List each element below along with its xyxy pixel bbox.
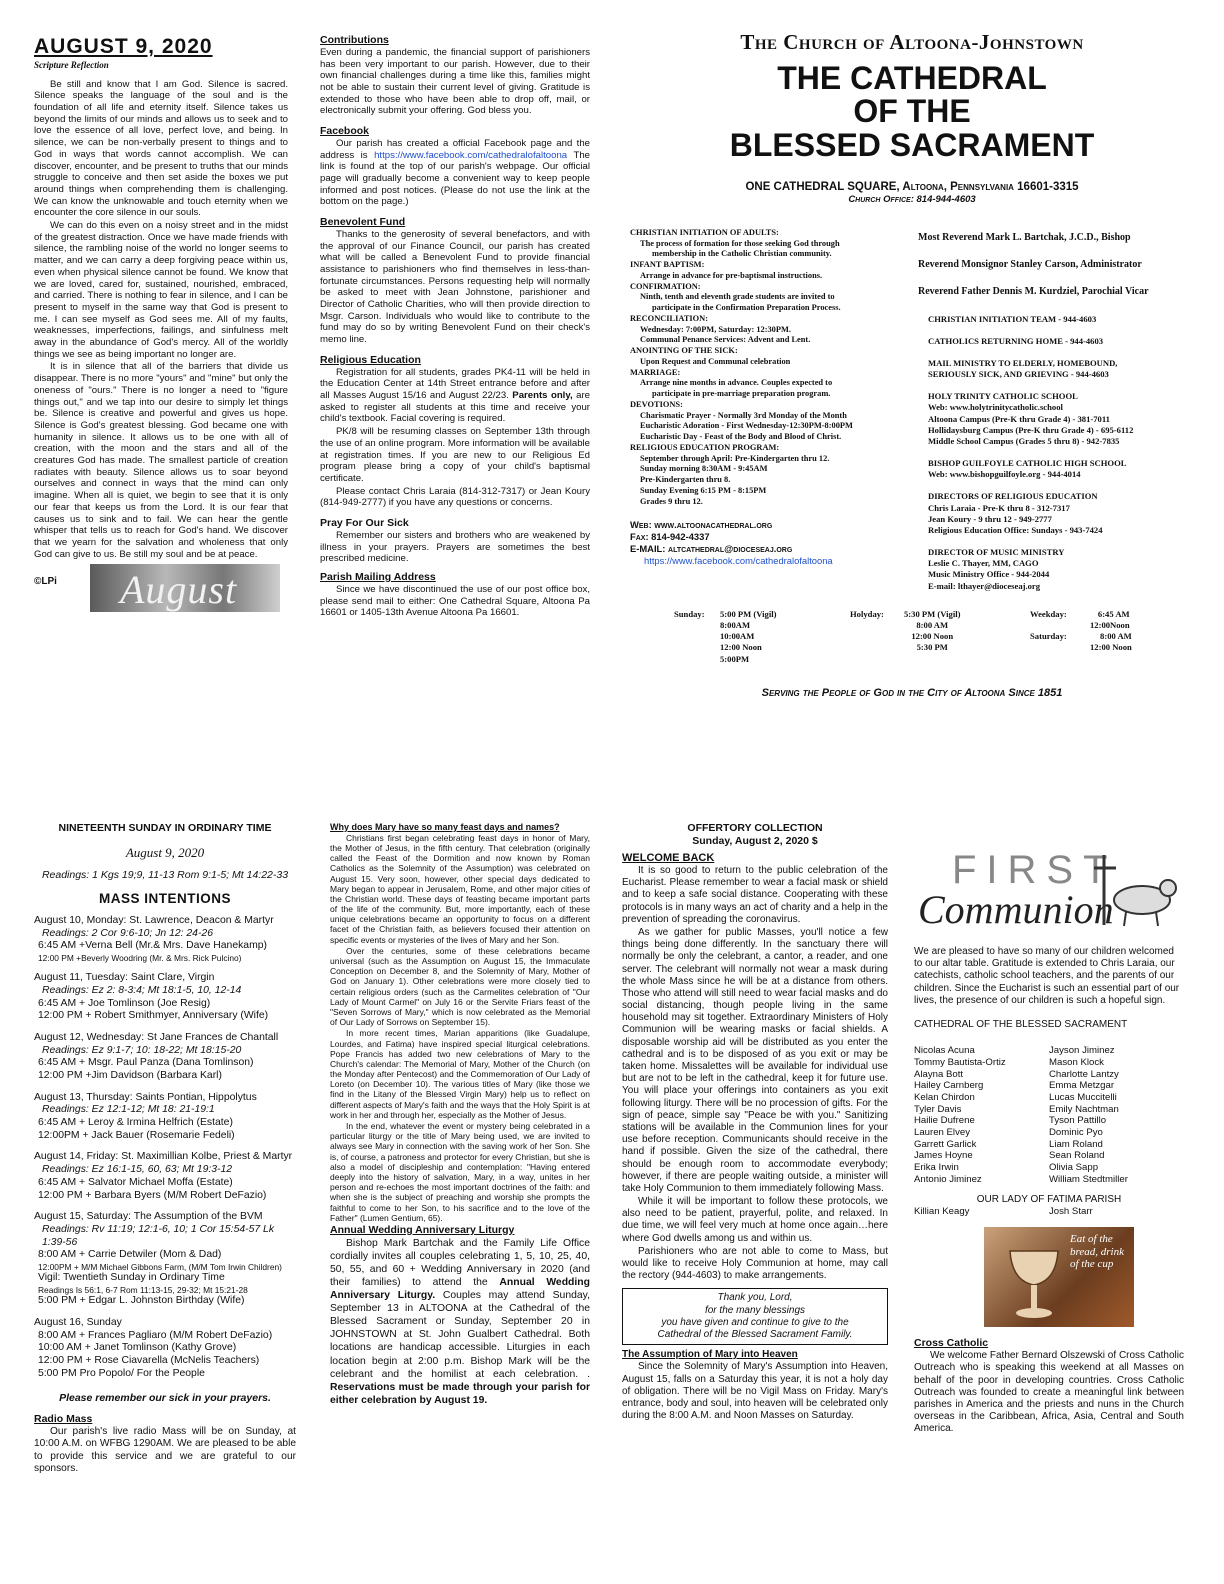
pray-for-sick-heading: Pray For Our Sick xyxy=(320,517,409,530)
intention-day xyxy=(34,1032,296,1083)
intention-day-title: August 12, Wednesday: St Jane Frances de Chantall xyxy=(34,1031,279,1043)
thank-you-line: Thank you, Lord, xyxy=(717,1292,793,1304)
ministry-entry xyxy=(918,458,1194,480)
thank-you-line: you have given and continue to give to the xyxy=(661,1316,849,1328)
first-communion-column xyxy=(914,846,1184,1437)
mailing-address-heading: Parish Mailing Address xyxy=(320,571,436,583)
sunday-times xyxy=(720,609,776,665)
website[interactable]: Web: www.altoonacathedral.org xyxy=(630,519,773,531)
email[interactable]: E-MAIL: altcathedral@dioceseaj.org xyxy=(630,542,793,554)
intention-line: 12:00PM + Jack Bauer (Rosemarie Fedeli) xyxy=(38,1129,235,1141)
sacrament-title: RELIGIOUS EDUCATION PROGRAM: xyxy=(630,442,780,452)
ministry-line: HOLY TRINITY CATHOLIC SCHOOL xyxy=(928,391,1078,402)
mass-time: 8:00AM xyxy=(720,619,751,630)
clergy-name: Most Reverend Mark L. Bartchak, J.C.D., Bishop xyxy=(918,231,1131,243)
mary-feast-text: Christians first began celebrating feast days in honor of Mary, the Mother of Jesus, in the fifth century. That celebration (originally called the Feast of the Dormition and now known by Roman Catholics as the Solemnity of the Assumption) was celebrated on August 15. Very soon, however, other special days dedicated to Mary began to appear in Jerusalem, Rome, and other major cities of the Christian world. These days of feasting became important parts of the life of the community. But, more importantly, each of these unique celebrations became an opportunity to focus on a different facet of the Christian faith, as believers focused their attention on specific events or mysteries of the lives of Mary and her Son. xyxy=(330,832,590,945)
thank-you-line: Cathedral of the Blessed Sacrament Family. xyxy=(657,1328,853,1340)
communicant-names xyxy=(914,1045,1184,1185)
ministry-line: Web: www.bishopguilfoyle.org - 944-4014 xyxy=(928,469,1081,480)
pray-for-sick-text: Remember our sisters and brothers who are weakened by illness in your prayers. Prayers are sometimes the best prescribed medicine. xyxy=(320,529,590,565)
reflection-paragraph: We can do this even on a noisy street and in the midst of the greatest distraction. Once we have made friends with silence, the rambling noise of the world no longer seems to matter, and we can carry a deep forgiving peace within us, even when physical silence cannot be found. We know that we are loved, cared for, sustained, nourished, embraced, and carried. There is nothing to fear in silence, and I can be present to myself in the same way that God is present to me. I can see myself as God sees me. All of my faults, weaknesses, imperfections, failings, and sinfulness melt away in the abundance of God's mercy. All of the worldly things we see as being important no longer are. xyxy=(34,220,288,360)
contributions-text: Even during a pandemic, the financial support of parishioners has been very important to our parish. However, due to their own financial challenges during a time like this, families might not be able to sustain their current level of giving. Gratitude is extended to those who have been able to drop off, mail, or electronically submit your offering. God bless you. xyxy=(320,46,590,117)
welcome-back-text-4: Parishioners who are not able to come to Mass, but would like to receive Holy Communion at home, may call the rectory (944-4603) to make arrangements. xyxy=(622,1245,888,1282)
religious-education-heading: Religious Education xyxy=(320,353,421,366)
intention-line: 6:45 AM + Leroy & Irmina Helfrich (Estate) xyxy=(38,1117,233,1129)
logo-first: FIRST xyxy=(952,848,1118,892)
sacrament-title: MARRIAGE: xyxy=(630,367,681,377)
ministry-line: Religious Education Office: Sundays - 943-7424 xyxy=(928,524,1103,535)
cathedral-title: THE CATHEDRAL OF THE BLESSED SACRAMENT xyxy=(729,59,1095,163)
mass-time: 8:00 AM xyxy=(1100,631,1132,642)
communicant-name: Hailey Carnberg xyxy=(914,1080,984,1092)
religious-education-text: Registration for all students, grades PK4-11 will be held in the Education Center at 14th Street entrance before and after all Masses August 15/16 and August 22/23. Parents only, are asked to register all students at this time and receive your child's textbook. Facial covering is required. xyxy=(320,366,590,425)
sacrament-title: RECONCILIATION: xyxy=(630,313,709,323)
ministry-line: DIRECTOR OF MUSIC MINISTRY xyxy=(928,547,1065,558)
intention-day-title: August 13, Thursday: Saints Pontian, Hippolytus xyxy=(34,1091,257,1103)
august-image-text: August xyxy=(120,567,238,613)
fax: Fax: 814-942-4337 xyxy=(630,531,710,543)
cross-catholic-text: We welcome Father Bernard Olszewski of Cross Catholic Outreach who is speaking this weekend at all Masses on behalf of the poor in developing countries. Cross Catholic Outreach was founded to create a meaningful link between parishes in America and the priests and nuns in the Church overseas in the Caribbean, Africa, Asia, Central and South America. xyxy=(914,1350,1184,1435)
anniversary-text: Bishop Mark Bartchak and the Family Life Office cordially invites all couples celebrating 1, 5, 10, 25, 40, 50, 55, and 60 + Wedding Anniversary in 2020 (and their families) to attend the Annual Wedding Anniversary Liturgy. Couples may attend Sunday, September 13 in ALTOONA at the Cathedral of the Blessed Sacrament or Sunday, September 20 in JOHNSTOWN at St. John Gualbert Cathedral. Both locations are handicap accessible. Liturgies in each location begin at 2:00 p.m. Bishop Mark will be the celebrant and the homilist at each celebration. . Reservations must be made through your parish for either celebration by August 19. xyxy=(330,1237,590,1406)
holyday-label: Holyday: xyxy=(850,608,884,619)
ministry-entry xyxy=(918,358,1194,380)
communicant-name: Alayna Bott xyxy=(914,1068,964,1080)
intention-line: 12:00 PM + Barbara Byers (M/M Robert DeFazio) xyxy=(38,1189,267,1201)
intention-readings: Readings: Ez 12:1-12; Mt 18: 21-19:1 xyxy=(42,1104,215,1116)
mary-feast-text-2: Over the centuries, some of these celebrations became universal (such as the Assumption on August 15, the Immaculate Conception on December 8, and the Solemnity of Mary, Mother of God on January 1). Other celebrations were more closely tied to certain religious orders (such as the Carmelites celebration of "Our Lady of Mount Carmel" on July 16 or the Servite Friars feast of the "Seven Sorrows of Mary," which is now celebrated as the Memorial of Our Lady of Sorrows on September 15). xyxy=(330,945,590,1028)
sacrament-detail: September through April: Pre-Kindergarten thru 12. xyxy=(640,453,830,463)
mass-time: 12:00 Noon xyxy=(720,642,762,653)
benevolent-fund-text: Thanks to the generosity of several benefactors, and with the approval of our Finance Council, our parish has created what will be called a Benevolent Fund to provide financial assistance to parishioners who find themselves in less-than-fortunate circumstances. Persons requesting help will normally be asked to meet with Jean Johnstone, parishioner and Director of Catholic Charities, who will then provide direction to Msgr. Carson. Individuals who would like to contribute to the fund may do so by writing Benevolent Fund on their check's memo line. xyxy=(320,228,590,346)
staff-directory xyxy=(910,228,1194,603)
intention-line: 6:45 AM + Joe Tomlinson (Joe Resig) xyxy=(38,997,211,1009)
thank-you-line: for the many blessings xyxy=(704,1304,806,1316)
communicant-name: Tyson Pattillo xyxy=(1049,1115,1107,1127)
offertory-amount: Sunday, August 2, 2020 $ xyxy=(692,834,818,847)
ministry-line: E-mail: lthayer@dioceseaj.org xyxy=(928,580,1041,591)
mary-feast-text-4: In the end, whatever the event or mystery being celebrated in a particular liturgy or the title of Mary being used, we are invited to always see Mary in connection with the saving work of her Son. She is, of course, a patroness and protector for every Christian, but she is also a model of discipleship and contemplation: "Having entered deeply into the history of salvation, Mary, in a way, unites in her person and re-echoes the most important doctrines of the faith: and when she is the subject of preaching and worship she prompts the faithful to come to her Son, to his sacrifice and to the love of the Father" (Lumen Gentium, 65). xyxy=(330,1121,590,1223)
ministry-line: MAIL MINISTRY TO ELDERLY, HOMEBOUND, xyxy=(928,357,1118,368)
communicant-name: Nicolas Acuna xyxy=(914,1045,975,1057)
mass-time: 12:00 Noon xyxy=(911,631,954,642)
benevolent-fund-heading: Benevolent Fund xyxy=(320,216,406,229)
chalice-image-text: Eat of the bread, drink of the cup xyxy=(1070,1233,1124,1270)
remember-sick: Please remember our sick in your prayers. xyxy=(59,1392,271,1405)
intention-line: 6:45 AM + Salvator Michael Moffa (Estate) xyxy=(38,1176,233,1188)
sunday-title: NINETEENTH SUNDAY IN ORDINARY TIME xyxy=(58,822,272,834)
sacrament-detail: Upon Request and Communal celebration xyxy=(640,356,791,366)
sacrament-detail: The process of formation for those seeking God through xyxy=(640,238,840,248)
intention-day-title: August 16, Sunday xyxy=(34,1316,122,1328)
sacrament-detail: participate in the Confirmation Preparation Process. xyxy=(652,303,841,313)
communicant-name: Jayson Jiminez xyxy=(1049,1045,1115,1057)
communicant-name: Killian Keagy xyxy=(914,1205,970,1217)
reflection-paragraph: Be still and know that I am God. Silence is sacred. Silence speaks the language of the soul and is the foundation of all life and eternity itself. Silence takes us beyond the limits of our minds and allows us to seek and to love the essence of all love, perfect love, and being. In silence, we can be non-verbally present to things and to God in ways that words cannot accomplish. We can discover, encounter, and be present to truths that our minds struggle to conceive and then set aside the boxes we put around things when comprehending them is challenging. We can know the unknowable and touch eternity when we encounter the core silence in our souls. xyxy=(34,78,288,219)
ministry-line: Hollidaysburg Campus (Pre-K thru Grade 4) - 695-6112 xyxy=(928,424,1134,435)
anniversary-heading: Annual Wedding Anniversary Liturgy xyxy=(330,1223,515,1236)
ministry-line: CATHOLICS RETURNING HOME - 944-4603 xyxy=(928,335,1104,346)
facebook-text: Our parish has created a official Facebook page and the address is https://www.facebook.com/cathedralofaltoona The link is found at the top of our parish's webpage. Our official page will gradually become a convenient way to keep people informed and post notices. (Please do not use the link at the bottom on the page.) xyxy=(320,137,590,208)
sacrament-detail: Sunday Evening 6:15 PM - 8:15PM xyxy=(640,485,767,495)
cross-catholic-heading: Cross Catholic xyxy=(914,1337,989,1350)
clergy-name: Reverend Monsignor Stanley Carson, Administrator xyxy=(918,259,1142,271)
reflection-date: AUGUST 9, 2020 xyxy=(34,35,213,58)
intention-day-title: August 10, Monday: St. Lawrence, Deacon & Martyr xyxy=(34,914,274,926)
first-communion-text: We are pleased to have so many of our children welcomed to our altar table. Gratitude is extended to Chris Laraia, our catechists, catholic school teachers, and the parents of our children. Since the Eucharist is such an essential part of our lives, the presence of our children is such a hopeful sign. xyxy=(914,946,1180,1006)
clergy-list xyxy=(918,232,1194,299)
ministry-line: Altoona Campus (Pre-K thru Grade 4) - 381-7011 xyxy=(928,413,1110,424)
radio-mass-text: Our parish's live radio Mass will be on Sunday, at 10:00 A.M. on WFBG 1290AM. We are pleased to be able to provide this service and we are grateful to our sponsors. xyxy=(34,1425,296,1475)
sacrament-title: CHRISTIAN INITIATION OF ADULTS: xyxy=(630,227,779,237)
sacrament-detail: Communal Penance Services: Advent and Lent. xyxy=(640,335,811,345)
religious-education-contact: Please contact Chris Laraia (814-312-7317) or Jean Koury (814-949-2777) if you have any questions or concerns. xyxy=(320,485,590,509)
sunday-readings: Readings: 1 Kgs 19;9, 11-13 Rom 9:1-5; Mt 14:22-33 xyxy=(41,868,289,881)
assumption-heading: The Assumption of Mary into Heaven xyxy=(622,1349,798,1361)
ministry-line: Middle School Campus (Grades 5 thru 8) - 942-7835 xyxy=(928,435,1120,446)
fatima-parish-heading: OUR LADY OF FATIMA PARISH xyxy=(976,1193,1122,1205)
intention-day-title: August 15, Saturday: The Assumption of the BVM xyxy=(34,1211,263,1223)
communicant-name: Olivia Sapp xyxy=(1049,1162,1099,1174)
assumption-text: Since the Solemnity of Mary's Assumption into Heaven, August 15, falls on a Saturday this year, it is not a holy day of obligation. There will be no Vigil Mass on Friday. Mary's entrance, body and soul, into heaven will be celebrated only during the 8:00 A.M. and Noon Masses on Saturday. xyxy=(622,1361,888,1422)
masthead xyxy=(630,30,1194,700)
mass-intentions-heading: MASS INTENTIONS xyxy=(98,891,231,907)
ministry-line: Web: www.holytrinitycatholic.school xyxy=(928,402,1063,413)
mass-intentions-list xyxy=(34,915,296,1380)
sunday-date: August 9, 2020 xyxy=(125,844,205,860)
clergy-name: Reverend Father Dennis M. Kurdziel, Parochial Vicar xyxy=(918,286,1149,298)
cathedral-parish-heading: CATHEDRAL OF THE BLESSED SACRAMENT xyxy=(914,1018,1128,1030)
sacrament-detail: Pre-Kindergarten thru 8. xyxy=(640,475,731,485)
sacrament-detail: membership in the Catholic Christian community. xyxy=(652,249,832,259)
sacrament-detail: Arrange nine months in advance. Couples expected to xyxy=(640,378,833,388)
intention-day xyxy=(34,915,296,963)
intention-day xyxy=(34,1151,296,1202)
communicant-name: Dominic Pyo xyxy=(1049,1127,1103,1139)
church-name: The Church of Altoona-Johnstown xyxy=(740,30,1084,54)
ministry-line: BISHOP GUILFOYLE CATHOLIC HIGH SCHOOL xyxy=(928,458,1127,469)
ministry-line: DIRECTORS OF RELIGIOUS EDUCATION xyxy=(928,491,1098,502)
intention-line: 6:45 AM + Msgr. Paul Panza (Dana Tomlinson) xyxy=(38,1057,254,1069)
facebook-heading: Facebook xyxy=(320,125,370,138)
ministry-entry xyxy=(918,314,1194,325)
communicant-name: Erika Irwin xyxy=(914,1162,959,1174)
communicant-name: Lauren Elvey xyxy=(914,1127,970,1139)
sacrament-detail: participate in pre-marriage preparation program. xyxy=(652,389,831,399)
mary-feast-heading: Why does Mary have so many feast days and names? xyxy=(330,822,560,832)
intention-line: 8:00 AM + Carrie Detwiler (Mom & Dad) xyxy=(38,1249,222,1261)
intention-line: 12:00PM + M/M Michael Gibbons Farm, (M/M Tom Irwin Children) xyxy=(38,1261,282,1272)
weekday-label: Weekday: xyxy=(1030,608,1067,619)
church-address: ONE CATHEDRAL SQUARE, Altoona, Pennsylvania 16601-3315 xyxy=(745,181,1079,194)
mass-time: 6:45 AM xyxy=(1097,608,1130,619)
communicant-name: Charlotte Lantzy xyxy=(1049,1068,1119,1080)
intention-line: 12:00 PM +Jim Davidson (Barbara Karl) xyxy=(38,1070,222,1082)
communicant-name: Hailie Dufrene xyxy=(914,1115,975,1127)
welcome-back-text: It is so good to return to the public celebration of the Eucharist. Please remember to wear a facial mask or shield and to keep a safe social distance. Cooperating with these protocols is in many ways an act of charity and a help in the prevention of spreading the coronavirus. xyxy=(622,865,888,925)
intention-line: 5:00 PM Pro Popolo/ For the People xyxy=(38,1367,205,1379)
intention-line: 6:45 AM +Verna Bell (Mr.& Mrs. Dave Hanekamp) xyxy=(38,940,267,952)
intention-day xyxy=(34,1092,296,1143)
sacrament-detail: Charismatic Prayer - Normally 3rd Monday of the Month xyxy=(640,410,847,420)
ministry-entry xyxy=(918,336,1194,347)
ministry-line: CHRISTIAN INITIATION TEAM - 944-4603 xyxy=(928,313,1097,324)
mass-time: 5:30 PM (Vigil) xyxy=(904,608,961,619)
sacrament-detail: Eucharistic Adoration - First Wednesday-12:30PM-8:00PM xyxy=(640,421,853,431)
communicant-name: William Stedtmiller xyxy=(1049,1173,1128,1185)
fatima-communicant-names xyxy=(914,1206,1184,1218)
logo-communion: Communion xyxy=(918,887,1114,932)
sacrament-detail: Eucharistic Day - Feast of the Body and Blood of Christ. xyxy=(640,432,842,442)
facebook-link-masthead[interactable]: https://www.facebook.com/cathedralofaltoona xyxy=(644,554,833,566)
ministries-list xyxy=(918,314,1194,592)
ministry-line: Jean Koury - 9 thru 12 - 949-2777 xyxy=(928,513,1052,524)
mass-time: 5:00 PM (Vigil) xyxy=(720,608,777,619)
sacrament-detail: Arrange in advance for pre-baptismal instructions. xyxy=(640,270,823,280)
sacrament-title: CONFIRMATION: xyxy=(630,281,701,291)
intention-line: Readings Is 56:1, 6-7 Rom 11:13-15, 29-32; Mt 15:21-28 xyxy=(38,1284,248,1295)
lpi-credit: ©LPi xyxy=(34,576,57,588)
communicant-name: Liam Roland xyxy=(1049,1138,1103,1150)
mass-schedule xyxy=(630,609,1194,665)
intention-day xyxy=(34,1317,296,1380)
contributions-heading: Contributions xyxy=(320,34,389,46)
intention-line: Vigil: Twentieth Sunday in Ordinary Time xyxy=(38,1272,225,1284)
sacrament-title: INFANT BAPTISM: xyxy=(630,260,705,270)
intention-line: 12:00 PM + Robert Smithmyer, Anniversary (Wife) xyxy=(38,1010,269,1022)
sunday-label: Sunday: xyxy=(674,608,705,619)
holyday-times xyxy=(904,609,960,665)
reflection-subtitle: Scripture Reflection xyxy=(34,59,109,70)
intention-day xyxy=(34,972,296,1023)
radio-mass-heading: Radio Mass xyxy=(34,1413,93,1426)
offertory-title: OFFERTORY COLLECTION xyxy=(687,822,823,834)
ministry-line: Chris Laraia - Pre-K thru 8 - 312-7317 xyxy=(928,502,1070,513)
mass-time: 5:30 PM xyxy=(916,642,948,653)
communicant-name: Kelan Chirdon xyxy=(914,1091,975,1103)
offertory-column xyxy=(622,822,888,1423)
intention-line: 12:00 PM +Beverly Woodring (Mr. & Mrs. Rick Pulcino) xyxy=(38,952,242,963)
intention-line: 8:00 AM + Frances Pagliaro (M/M Robert DeFazio) xyxy=(38,1329,273,1341)
intention-readings: Readings: Ez 16:1-15, 60, 63; Mt 19:3-12 xyxy=(42,1164,233,1176)
intention-readings: Readings: Ez 2: 8-3:4; Mt 18:1-5, 10, 12-14 xyxy=(42,984,242,996)
saturday-times xyxy=(1090,631,1132,653)
communicant-name: Emily Nachtman xyxy=(1049,1103,1119,1115)
communicant-name: Antonio Jiminez xyxy=(914,1173,982,1185)
communicant-name: Lucas Muccitelli xyxy=(1049,1091,1117,1103)
chalice-icon xyxy=(1004,1247,1064,1323)
ministry-entry xyxy=(918,391,1194,447)
intention-line: 10:00 AM + Janet Tomlinson (Kathy Grove) xyxy=(38,1342,237,1354)
communicant-name: Tyler Davis xyxy=(914,1103,962,1115)
sacrament-detail: Grades 9 thru 12. xyxy=(640,496,703,506)
sacrament-title: DEVOTIONS: xyxy=(630,399,683,409)
first-communion-logo xyxy=(914,846,1184,936)
ministry-line: Music Ministry Office - 944-2044 xyxy=(928,569,1050,580)
mass-time: 12:00 Noon xyxy=(1090,642,1132,653)
mass-time: 8:00 AM xyxy=(916,619,949,630)
intention-day xyxy=(34,1211,296,1308)
communicant-name: Garrett Garlick xyxy=(914,1138,977,1150)
communicant-name: Mason Klock xyxy=(1049,1056,1104,1068)
intention-readings: Readings: Rv 11:19; 12:1-6, 10; 1 Cor 15:54-57 Lk 1:39-56 xyxy=(42,1223,275,1248)
intention-readings: Readings: Ez 9:1-7; 10: 18-22; Mt 18:15-20 xyxy=(42,1044,242,1056)
welcome-back-text-2: As we gather for public Masses, you'll notice a few things being done differently. In the sanctuary there will normally be only the celebrant, a cantor, a reader, and one server. The celebrant will normally not wear a mask during the whole Mass since he will be at a distance from others. Those who attend will still need to wear facial masks and do social distancing, though people living in the same household may sit together. Extraordinary Ministers of Holy Communion will be wearing masks or facial shields. A disposable worship aid will be distributed as you enter the cathedral and is to be disposed of as you exit or may be taken home. Missalettes will be available for individual use but are not to be left in the cathedral, keep it for future use. You will place your offerings into containers as you exit following liturgy. There will be no procession of gifts. For the sign of peace, simple say "Peace be with you." Sanitizing stations will be available in the Communion lines for your use before reception. Communicants should receive in the hand if possible. Given the size of the cathedral, there should be enough room to accommodate everybody; however, if there are people waiting outside, a minister will take Holy Communion to them immediately following Mass. xyxy=(622,926,888,1194)
intention-line: 5:00 PM + Edgar L. Johnston Birthday (Wife) xyxy=(38,1295,245,1307)
weekday-times xyxy=(1090,609,1130,631)
communicant-name: Tommy Bautista-Ortiz xyxy=(914,1056,1006,1068)
communicant-name: Josh Starr xyxy=(1049,1205,1093,1217)
tagline: Serving the People of God in the City of Altoona Since 1851 xyxy=(761,686,1063,699)
intention-line: 12:00 PM + Rose Ciavarella (McNelis Teachers) xyxy=(38,1354,260,1366)
august-image xyxy=(90,564,280,612)
communicant-name: Emma Metzgar xyxy=(1049,1080,1115,1092)
facebook-link[interactable]: https://www.facebook.com/cathedralofaltoona xyxy=(374,149,568,161)
mass-time: 12:00Noon xyxy=(1090,619,1130,630)
mailing-address-text: Since we have discontinued the use of our post office box, please send mail to either: One Cathedral Square, Altoona Pa 16601 or 1405-13th Avenue Altoona Pa 16601. xyxy=(320,583,590,619)
welcome-back-heading: WELCOME BACK xyxy=(622,851,715,864)
lamb-icon xyxy=(1094,850,1184,930)
welcome-back-text-3: While it will be important to follow these protocols, we also need to be patient, prayerful, polite, and relaxed. In due time, we will feel very much at home once again…here where God dwells among us and within us. xyxy=(622,1196,888,1244)
thank-you-box xyxy=(622,1288,888,1345)
contact-block xyxy=(630,519,910,566)
communicant-name: James Hoyne xyxy=(914,1150,973,1162)
chalice-image xyxy=(984,1227,1134,1327)
sacraments-list xyxy=(630,228,910,603)
parish-notices-column xyxy=(320,34,590,620)
mass-intentions-column xyxy=(34,822,296,1477)
scripture-reflection-column xyxy=(34,34,288,612)
communicant-name: Sean Roland xyxy=(1049,1150,1105,1162)
reflection-paragraph: It is in silence that all of the barriers that divide us disappear. There is no more "yours" and "mine" but only the oneness of "ours." There is no longer a need to "figure things out," and we tap into our desire to simply let things be. Silence is creative and powerful and gives us hope. Silence is God's greatest blessing. God became one with humanity in silence. It allows us to be one with all of creation, with the moon and the stars and all of the creatures God has made. The smallest particle of creation radiates with beauty. Silence allows us to soar beyond ourselves and connect in ways that the mind can only imagine. When all is quiet, we begin to see that it is only our fear that keeps us from the Lord. It is our fear that causes us to sink and to fail. We can hear the gentle whisper that tells us to reach for God's hand. We discover that we yearn for the salvation and wholeness that only God can give to us. Be still my soul and be at peace. xyxy=(34,361,288,560)
saturday-label: Saturday: xyxy=(1030,631,1067,642)
mass-time: 10:00AM xyxy=(720,631,755,642)
intention-day-title: August 14, Friday: St. Maximillian Kolbe, Priest & Martyr xyxy=(34,1151,293,1163)
ministry-entry xyxy=(918,491,1194,536)
mass-time: 5:00PM xyxy=(720,653,750,664)
sacrament-title: ANOINTING OF THE SICK: xyxy=(630,346,738,356)
religious-education-text-2: PK/8 will be resuming classes on September 13th through the use of an online program. More information will be available at registration times. If you are new to our Religious Ed program please bring a copy of your child's baptismal certificate. xyxy=(320,426,590,484)
intention-readings: Readings: 2 Cor 9:6-10; Jn 12: 24-26 xyxy=(42,927,213,939)
ministry-line: Leslie C. Thayer, MM, CAGO xyxy=(928,558,1039,569)
ministry-entry xyxy=(918,547,1194,592)
sacrament-detail: Wednesday: 7:00PM, Saturday: 12:30PM. xyxy=(640,324,791,334)
intention-day-title: August 11, Tuesday: Saint Clare, Virgin xyxy=(34,972,215,984)
sacrament-detail: Sunday morning 8:30AM - 9:45AM xyxy=(640,464,768,474)
ministry-line: SERIOUSLY SICK, AND GRIEVING - 944-4603 xyxy=(928,369,1109,380)
mary-feast-text-3: In more recent times, Marian apparitions (like Guadalupe, Lourdes, and Fatima) have inspired special liturgical celebrations. Pope Francis has added two new celebrations of Mary to the Church's calendar: The Memorial of Mary, Mother of the Church (on the Monday after Pentecost) and the Commemoration of Our Lady of Loreto (on December 10). The various titles of Mary (like those we find in the Litany of the Blessed Virgin Mary) help us to reflect on different aspects of Mary's faith and the ways that the Holy Spirit is at work in her and through her, especially as the Mother of Jesus. xyxy=(330,1028,590,1120)
mary-feast-column xyxy=(330,822,590,1408)
church-office-phone: Church Office: 814-944-4603 xyxy=(848,194,976,206)
sacrament-detail: Ninth, tenth and eleventh grade students are invited to xyxy=(640,292,835,302)
